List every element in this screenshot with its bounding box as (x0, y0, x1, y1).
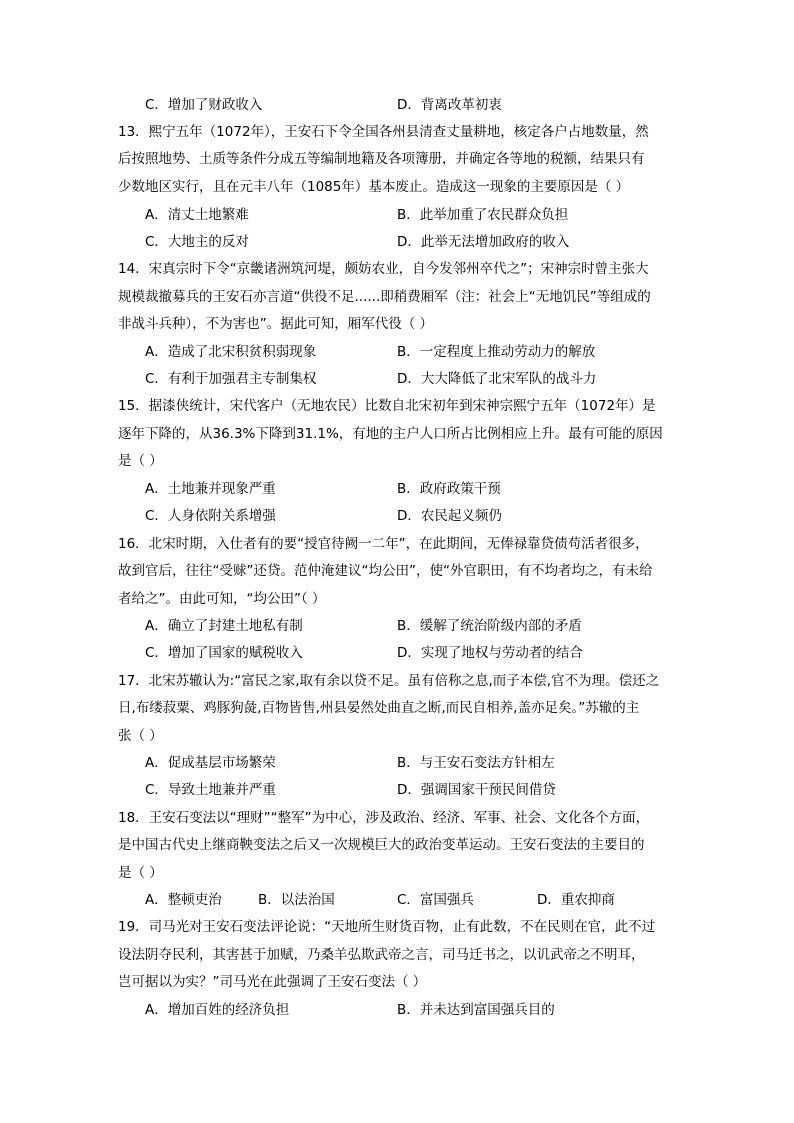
q12-option-d: D．背离改革初衷 (397, 97, 502, 113)
q13-stem-line-1: 13．熙宁五年（1072年），王安石下令全国各州县清查丈量耕地，核定各户占地数量，然 (118, 124, 649, 140)
q17-option-b: B．与王安石变法方针相左 (397, 755, 555, 771)
q16-option-a: A．确立了封建土地私有制 (145, 618, 303, 634)
q14-option-b: B．一定程度上推动劳动力的解放 (397, 344, 596, 360)
q17-stem-line-3: 张（ ） (118, 728, 163, 744)
q18-option-a: A．整顿吏治 (145, 892, 222, 908)
q15-stem-line-3: 是（ ） (118, 453, 163, 469)
q15-option-c: C．人身依附关系增强 (145, 508, 276, 524)
q13-option-a: A．清丈土地繁难 (145, 207, 249, 223)
q13-option-b: B．此举加重了农民群众负担 (397, 207, 569, 223)
q15-stem-line-2: 逐年下降的，从36.3%下降到31.1%，有地的主户人口所占比例相应上升。最有可能的原因 (118, 426, 663, 442)
q17-option-a: A．促成基层市场繁荣 (145, 755, 276, 771)
q15-option-d: D．农民起义频仍 (397, 508, 502, 524)
q19-option-b: B．并未达到富国强兵目的 (397, 1002, 555, 1018)
q19-stem-line-3: 岂可据以为实？”司马光在此强调了王安石变法（ ） (118, 974, 427, 990)
q15-option-b: B．政府政策干预 (397, 481, 501, 497)
q18-option-c: C．富国强兵 (397, 892, 474, 908)
q14-option-c: C．有利于加强君主专制集权 (145, 371, 317, 387)
q15-stem-line-1: 15．据漆侠统计，宋代客户（无地农民）比数自北宋初年到宋神宗熙宁五年（1072年）是 (118, 398, 656, 414)
q15-option-a: A．土地兼并现象严重 (145, 481, 276, 497)
q18-option-b: B．以法治国 (258, 892, 335, 908)
q17-stem-line-1: 17．北宋苏辙认为:“富民之家,取有余以贷不足。虽有倍称之息,而子本偿,官不为理。偿还之 (118, 673, 660, 689)
q13-stem-line-2: 后按照地势、土质等条件分成五等编制地籍及各项簿册，并确定各等地的税额，结果只有 (118, 151, 645, 167)
q14-option-d: D．大大降低了北宋军队的战斗力 (397, 371, 597, 387)
q19-stem-line-2: 设法阴夺民利，其害甚于加赋，乃桑羊弘欺武帝之言，司马迁书之，以讥武帝之不明耳， (118, 947, 645, 963)
q14-stem-line-3: 非战斗兵种），不为害也”。据此可知，厢军代役（ ） (118, 316, 434, 332)
q14-stem-line-2: 规模裁撤募兵的王安石亦言道“供役不足......即稍费厢军（注：社会上“无地饥民”等组成的 (118, 289, 651, 305)
q19-option-a: A．增加百姓的经济负担 (145, 1002, 290, 1018)
q13-option-c: C．大地主的反对 (145, 234, 249, 250)
q16-option-c: C．增加了国家的赋税收入 (145, 645, 303, 661)
q16-stem-line-3: 者给之”。由此可知，“均公田”（ ） (118, 591, 326, 607)
q14-option-a: A．造成了北宋积贫积弱现象 (145, 344, 317, 360)
q16-stem-line-2: 故到官后，往往“受赇”还贷。范仲淹建议“均公田”，使“外官职田，有不均者均之，有未给 (118, 563, 653, 579)
q18-option-d: D．重农抑商 (537, 892, 615, 908)
q18-stem-line-3: 是（ ） (118, 865, 163, 881)
q16-option-b: B．缓解了统治阶级内部的矛盾 (397, 618, 582, 634)
q17-option-c: C．导致土地兼并严重 (145, 782, 276, 798)
q12-option-c: C．增加了财政收入 (145, 97, 263, 113)
q13-stem-line-3: 少数地区实行，且在元丰八年（1085年）基本废止。造成这一现象的主要原因是（ ） (118, 179, 630, 195)
q16-stem-line-1: 16．北宋时期，入仕者有的要“授官待阙一二年”，在此期间，无俸禄靠贷债苟活者很多， (118, 536, 649, 552)
q14-stem-line-1: 14．宋真宗时下令“京畿诸洲筑河堤，颇妨农业，自今发邻州卒代之”；宋神宗时曾主张大 (118, 261, 649, 277)
q19-stem-line-1: 19．司马光对王安石变法评论说：“天地所生财货百物，止有此数，不在民则在官，此不过 (118, 919, 656, 935)
q18-stem-line-1: 18．王安石变法以“理财”“整军”为中心，涉及政治、经济、军事、社会、文化各个方面， (118, 810, 650, 826)
q18-stem-line-2: 是中国古代史上继商鞅变法之后又一次规模巨大的政治变革运动。王安石变法的主要目的 (118, 837, 645, 853)
q16-option-d: D．实现了地权与劳动者的结合 (397, 645, 583, 661)
q17-option-d: D．强调国家干预民间借贷 (397, 782, 556, 798)
q13-option-d: D．此举无法增加政府的收入 (397, 234, 570, 250)
q17-stem-line-2: 日,布缕菽粟、鸡豚狗彘,百物皆售,州县晏然处曲直之断,而民自相养,盖亦足矣。”苏辙的主 (118, 700, 640, 716)
